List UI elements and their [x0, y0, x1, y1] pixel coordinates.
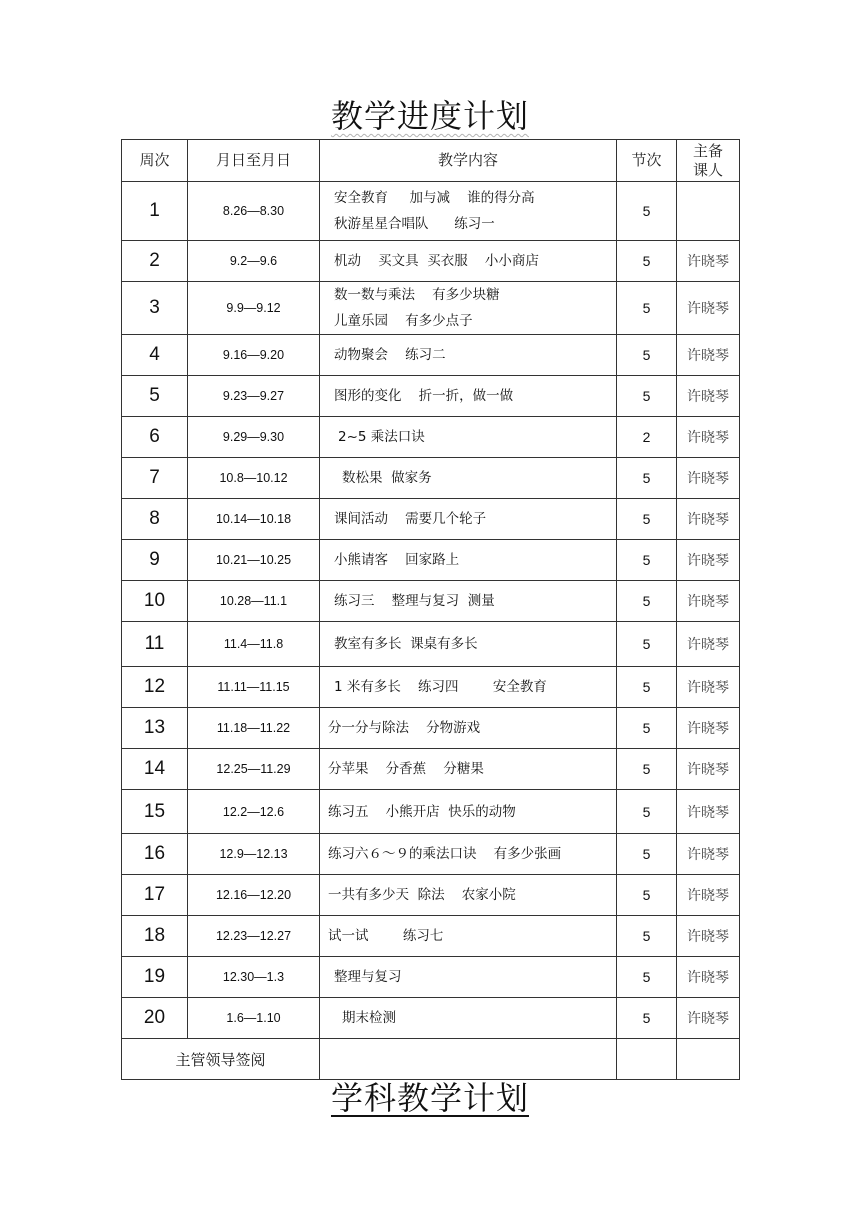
- content-cell: [320, 540, 617, 581]
- content-line: 2~5 乘法口诀: [338, 429, 425, 445]
- table-row: [122, 241, 740, 282]
- sessions-cell: 5: [617, 376, 677, 417]
- sessions-cell: 5: [617, 749, 677, 790]
- teacher-cell: 许晓琴: [677, 957, 740, 998]
- content-cell: [320, 335, 617, 376]
- schedule-table: [121, 139, 740, 1080]
- dates-cell: 12.30—1.3: [188, 957, 320, 998]
- dates-cell: 9.9—9.12: [188, 282, 320, 335]
- teacher-cell: 许晓琴: [677, 834, 740, 875]
- header-content: 教学内容: [320, 140, 617, 182]
- signature-cell: [617, 1039, 677, 1080]
- content-cell: [320, 581, 617, 622]
- sessions-cell: 5: [617, 241, 677, 282]
- table-row: [122, 790, 740, 834]
- week-cell: 18: [122, 916, 188, 957]
- content-cell: [320, 790, 617, 834]
- sessions-cell: 5: [617, 622, 677, 667]
- dates-cell: 12.16—12.20: [188, 875, 320, 916]
- section-title: [0, 1076, 860, 1120]
- week-cell: 9: [122, 540, 188, 581]
- teacher-cell: 许晓琴: [677, 875, 740, 916]
- dates-cell: 12.25—11.29: [188, 749, 320, 790]
- dates-cell: 9.2—9.6: [188, 241, 320, 282]
- week-cell: 13: [122, 708, 188, 749]
- header-row: [122, 140, 740, 182]
- content-cell: [320, 458, 617, 499]
- content-line: 小熊请客 回家路上: [334, 552, 460, 568]
- teacher-cell: 许晓琴: [677, 417, 740, 458]
- content-line: 机动 买文具 买衣服 小小商店: [334, 253, 539, 269]
- content-line: 1 米有多长 练习四 安全教育: [334, 679, 547, 695]
- content-line: 分苹果 分香蕉 分糖果: [328, 761, 484, 777]
- sessions-cell: 5: [617, 916, 677, 957]
- dates-cell: 10.28—11.1: [188, 581, 320, 622]
- content-line: 练习五 小熊开店 快乐的动物: [328, 803, 516, 820]
- table-row: [122, 376, 740, 417]
- content-cell: [320, 417, 617, 458]
- sessions-cell: 5: [617, 667, 677, 708]
- table-row: [122, 335, 740, 376]
- table-row: [122, 708, 740, 749]
- dates-cell: 12.23—12.27: [188, 916, 320, 957]
- content-line: 数一数与乘法 有多少块糖: [334, 287, 500, 303]
- dates-cell: 11.4—11.8: [188, 622, 320, 667]
- teacher-cell: 许晓琴: [677, 790, 740, 834]
- content-cell: [320, 916, 617, 957]
- week-cell: 14: [122, 749, 188, 790]
- table-row: [122, 182, 740, 241]
- dates-cell: 11.11—11.15: [188, 667, 320, 708]
- section-title-text: 学科教学计划: [330, 1079, 529, 1117]
- teacher-cell: 许晓琴: [677, 581, 740, 622]
- content-cell: [320, 376, 617, 417]
- content-line: 图形的变化 折一折，做一做: [334, 388, 514, 404]
- sessions-cell: 5: [617, 182, 677, 241]
- content-cell: [320, 622, 617, 667]
- week-cell: 3: [122, 282, 188, 335]
- sessions-cell: 5: [617, 282, 677, 335]
- content-line: 练习六６～９的乘法口诀 有多少张画: [328, 846, 562, 862]
- sessions-cell: 5: [617, 540, 677, 581]
- content-line: 教室有多长 课桌有多长: [334, 636, 478, 652]
- sessions-cell: 5: [617, 708, 677, 749]
- table-row: [122, 499, 740, 540]
- week-cell: 19: [122, 957, 188, 998]
- dates-cell: 9.16—9.20: [188, 335, 320, 376]
- teacher-cell: 许晓琴: [677, 749, 740, 790]
- sessions-cell: 5: [617, 834, 677, 875]
- week-cell: 11: [122, 622, 188, 667]
- signature-cell: [677, 1039, 740, 1080]
- week-cell: 1: [122, 182, 188, 241]
- header-teacher-text: 主备课人: [692, 141, 723, 179]
- content-cell: [320, 957, 617, 998]
- week-cell: 5: [122, 376, 188, 417]
- week-cell: 8: [122, 499, 188, 540]
- table-row: [122, 667, 740, 708]
- week-cell: 7: [122, 458, 188, 499]
- page-title: [0, 96, 860, 136]
- teacher-cell: [677, 182, 740, 241]
- dates-cell: 9.23—9.27: [188, 376, 320, 417]
- dates-cell: 10.14—10.18: [188, 499, 320, 540]
- header-sessions: 节次: [617, 140, 677, 182]
- table-row: [122, 998, 740, 1039]
- content-cell: [320, 708, 617, 749]
- teacher-cell: 许晓琴: [677, 540, 740, 581]
- teacher-cell: 许晓琴: [677, 998, 740, 1039]
- dates-cell: 12.2—12.6: [188, 790, 320, 834]
- teacher-cell: 许晓琴: [677, 916, 740, 957]
- content-line: 分一分与除法 分物游戏: [328, 720, 481, 736]
- week-cell: 17: [122, 875, 188, 916]
- teacher-cell: 许晓琴: [677, 376, 740, 417]
- content-cell: [320, 834, 617, 875]
- dates-cell: 11.18—11.22: [188, 708, 320, 749]
- teacher-cell: 许晓琴: [677, 708, 740, 749]
- week-cell: 16: [122, 834, 188, 875]
- content-line: 一共有多少天 除法 农家小院: [328, 887, 516, 903]
- table-row: [122, 458, 740, 499]
- week-cell: 15: [122, 790, 188, 834]
- table-row: [122, 581, 740, 622]
- teacher-cell: 许晓琴: [677, 667, 740, 708]
- table-row: [122, 282, 740, 335]
- teacher-cell: 许晓琴: [677, 282, 740, 335]
- table-row: [122, 540, 740, 581]
- signature-row: [122, 1039, 740, 1080]
- table-row: [122, 916, 740, 957]
- sessions-cell: 5: [617, 875, 677, 916]
- dates-cell: 8.26—8.30: [188, 182, 320, 241]
- content-cell: [320, 667, 617, 708]
- signature-label: 主管领导签阅: [122, 1039, 320, 1080]
- content-cell: [320, 749, 617, 790]
- teacher-cell: 许晓琴: [677, 458, 740, 499]
- dates-cell: 12.9—12.13: [188, 834, 320, 875]
- content-line: 练习三 整理与复习 测量: [334, 593, 495, 609]
- table-row: [122, 834, 740, 875]
- content-line: 秋游星星合唱队 练习一: [334, 216, 495, 232]
- dates-cell: 10.8—10.12: [188, 458, 320, 499]
- sessions-cell: 5: [617, 581, 677, 622]
- sessions-cell: 5: [617, 335, 677, 376]
- teacher-cell: 许晓琴: [677, 335, 740, 376]
- sessions-cell: 5: [617, 458, 677, 499]
- content-cell: [320, 499, 617, 540]
- dates-cell: 1.6—1.10: [188, 998, 320, 1039]
- sessions-cell: 5: [617, 499, 677, 540]
- sessions-cell: 5: [617, 998, 677, 1039]
- signature-field[interactable]: [320, 1039, 617, 1080]
- week-cell: 10: [122, 581, 188, 622]
- content-cell: [320, 182, 617, 241]
- content-line: 课间活动 需要几个轮子: [334, 511, 487, 527]
- header-dates: 月日至月日: [188, 140, 320, 182]
- week-cell: 2: [122, 241, 188, 282]
- content-line: 试一试 练习七: [328, 928, 444, 944]
- table-row: [122, 417, 740, 458]
- sessions-cell: 2: [617, 417, 677, 458]
- week-cell: 20: [122, 998, 188, 1039]
- content-cell: [320, 282, 617, 335]
- content-cell: [320, 998, 617, 1039]
- week-cell: 12: [122, 667, 188, 708]
- table-row: [122, 622, 740, 667]
- week-cell: 4: [122, 335, 188, 376]
- table-row: [122, 875, 740, 916]
- header-teacher: [677, 140, 740, 182]
- content-line: 儿童乐园 有多少点子: [334, 313, 473, 329]
- content-line: 期末检测: [342, 1010, 396, 1026]
- content-line: 安全教育 加与减 谁的得分高: [334, 190, 535, 206]
- content-line: 数松果 做家务: [342, 470, 432, 486]
- week-cell: 6: [122, 417, 188, 458]
- page-title-text: 教学进度计划: [330, 97, 529, 135]
- content-cell: [320, 241, 617, 282]
- teacher-cell: 许晓琴: [677, 622, 740, 667]
- content-cell: [320, 875, 617, 916]
- header-week: 周次: [122, 140, 188, 182]
- table-row: [122, 957, 740, 998]
- dates-cell: 9.29—9.30: [188, 417, 320, 458]
- teacher-cell: 许晓琴: [677, 241, 740, 282]
- content-line: 动物聚会 练习二: [334, 347, 446, 363]
- content-line: 整理与复习: [334, 969, 402, 985]
- sessions-cell: 5: [617, 790, 677, 834]
- dates-cell: 10.21—10.25: [188, 540, 320, 581]
- teacher-cell: 许晓琴: [677, 499, 740, 540]
- sessions-cell: 5: [617, 957, 677, 998]
- table-row: [122, 749, 740, 790]
